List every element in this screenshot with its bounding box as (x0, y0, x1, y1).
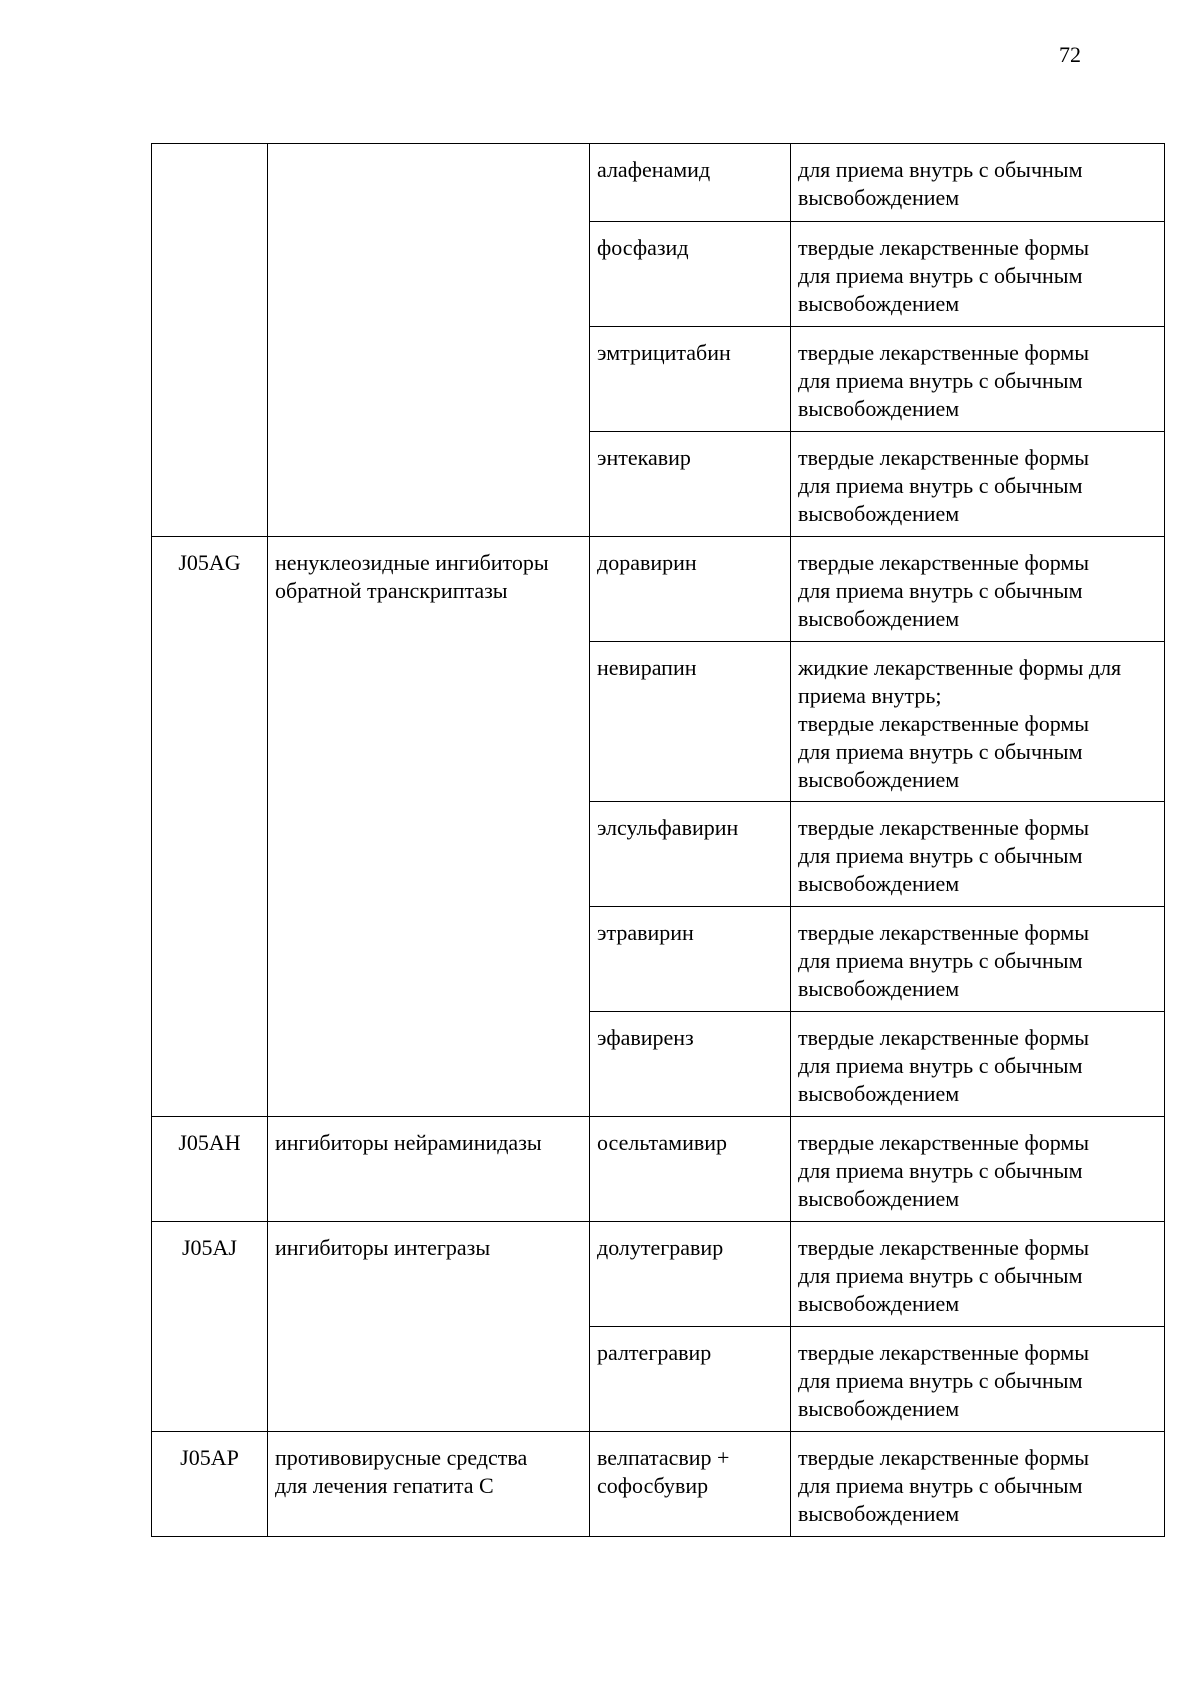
table-row (152, 537, 1165, 642)
group-name: ингибиторы интегразы (268, 1222, 590, 1432)
atc-code: J05AG (152, 537, 268, 1117)
drug-name: эмтрицитабин (590, 327, 791, 432)
drug-name: долутегравир (590, 1222, 791, 1327)
group-name: ненуклеозидные ингибиторы обратной транскриптазы (268, 537, 590, 1117)
atc-code: J05AH (152, 1117, 268, 1222)
dosage-form: твердые лекарственные формы для приема внутрь с обычным высвобождением (791, 1012, 1165, 1117)
dosage-form: для приема внутрь с обычным высвобождением (791, 144, 1165, 222)
drug-name: эфавиренз (590, 1012, 791, 1117)
drug-name: невирапин (590, 642, 791, 802)
table-row (152, 1117, 1165, 1222)
drug-name: доравирин (590, 537, 791, 642)
dosage-form: твердые лекарственные формы для приема внутрь с обычным высвобождением (791, 1117, 1165, 1222)
dosage-form: твердые лекарственные формы для приема внутрь с обычным высвобождением (791, 537, 1165, 642)
drug-name: фосфазид (590, 222, 791, 327)
page-number: 72 (1059, 42, 1081, 67)
table-row (152, 144, 1165, 222)
group-name: противовирусные средства для лечения гепатита С (268, 1432, 590, 1537)
dosage-form: твердые лекарственные формы для приема внутрь с обычным высвобождением (791, 907, 1165, 1012)
dosage-form: твердые лекарственные формы для приема внутрь с обычным высвобождением (791, 1222, 1165, 1327)
drug-name: алафенамид (590, 144, 791, 222)
drug-name: осельтамивир (590, 1117, 791, 1222)
drug-name: велпатасвир + софосбувир (590, 1432, 791, 1537)
dosage-form: твердые лекарственные формы для приема внутрь с обычным высвобождением (791, 327, 1165, 432)
dosage-form: жидкие лекарственные формы для приема внутрь; твердые лекарственные формы для приема внутрь с обычным высвобождением (791, 642, 1165, 802)
table-row (152, 1432, 1165, 1537)
group-name-cell (268, 144, 590, 537)
dosage-form: твердые лекарственные формы для приема внутрь с обычным высвобождением (791, 432, 1165, 537)
drug-name: элсульфавирин (590, 802, 791, 907)
drug-name: ралтегравир (590, 1327, 791, 1432)
dosage-form: твердые лекарственные формы для приема внутрь с обычным высвобождением (791, 222, 1165, 327)
drug-table (151, 143, 1165, 1537)
group-name: ингибиторы нейраминидазы (268, 1117, 590, 1222)
dosage-form: твердые лекарственные формы для приема внутрь с обычным высвобождением (791, 802, 1165, 907)
atc-code: J05AJ (152, 1222, 268, 1432)
dosage-form: твердые лекарственные формы для приема внутрь с обычным высвобождением (791, 1327, 1165, 1432)
drug-name: этравирин (590, 907, 791, 1012)
atc-code-cell (152, 144, 268, 537)
atc-code: J05AP (152, 1432, 268, 1537)
table-row (152, 1222, 1165, 1327)
drug-name: энтекавир (590, 432, 791, 537)
dosage-form: твердые лекарственные формы для приема внутрь с обычным высвобождением (791, 1432, 1165, 1537)
